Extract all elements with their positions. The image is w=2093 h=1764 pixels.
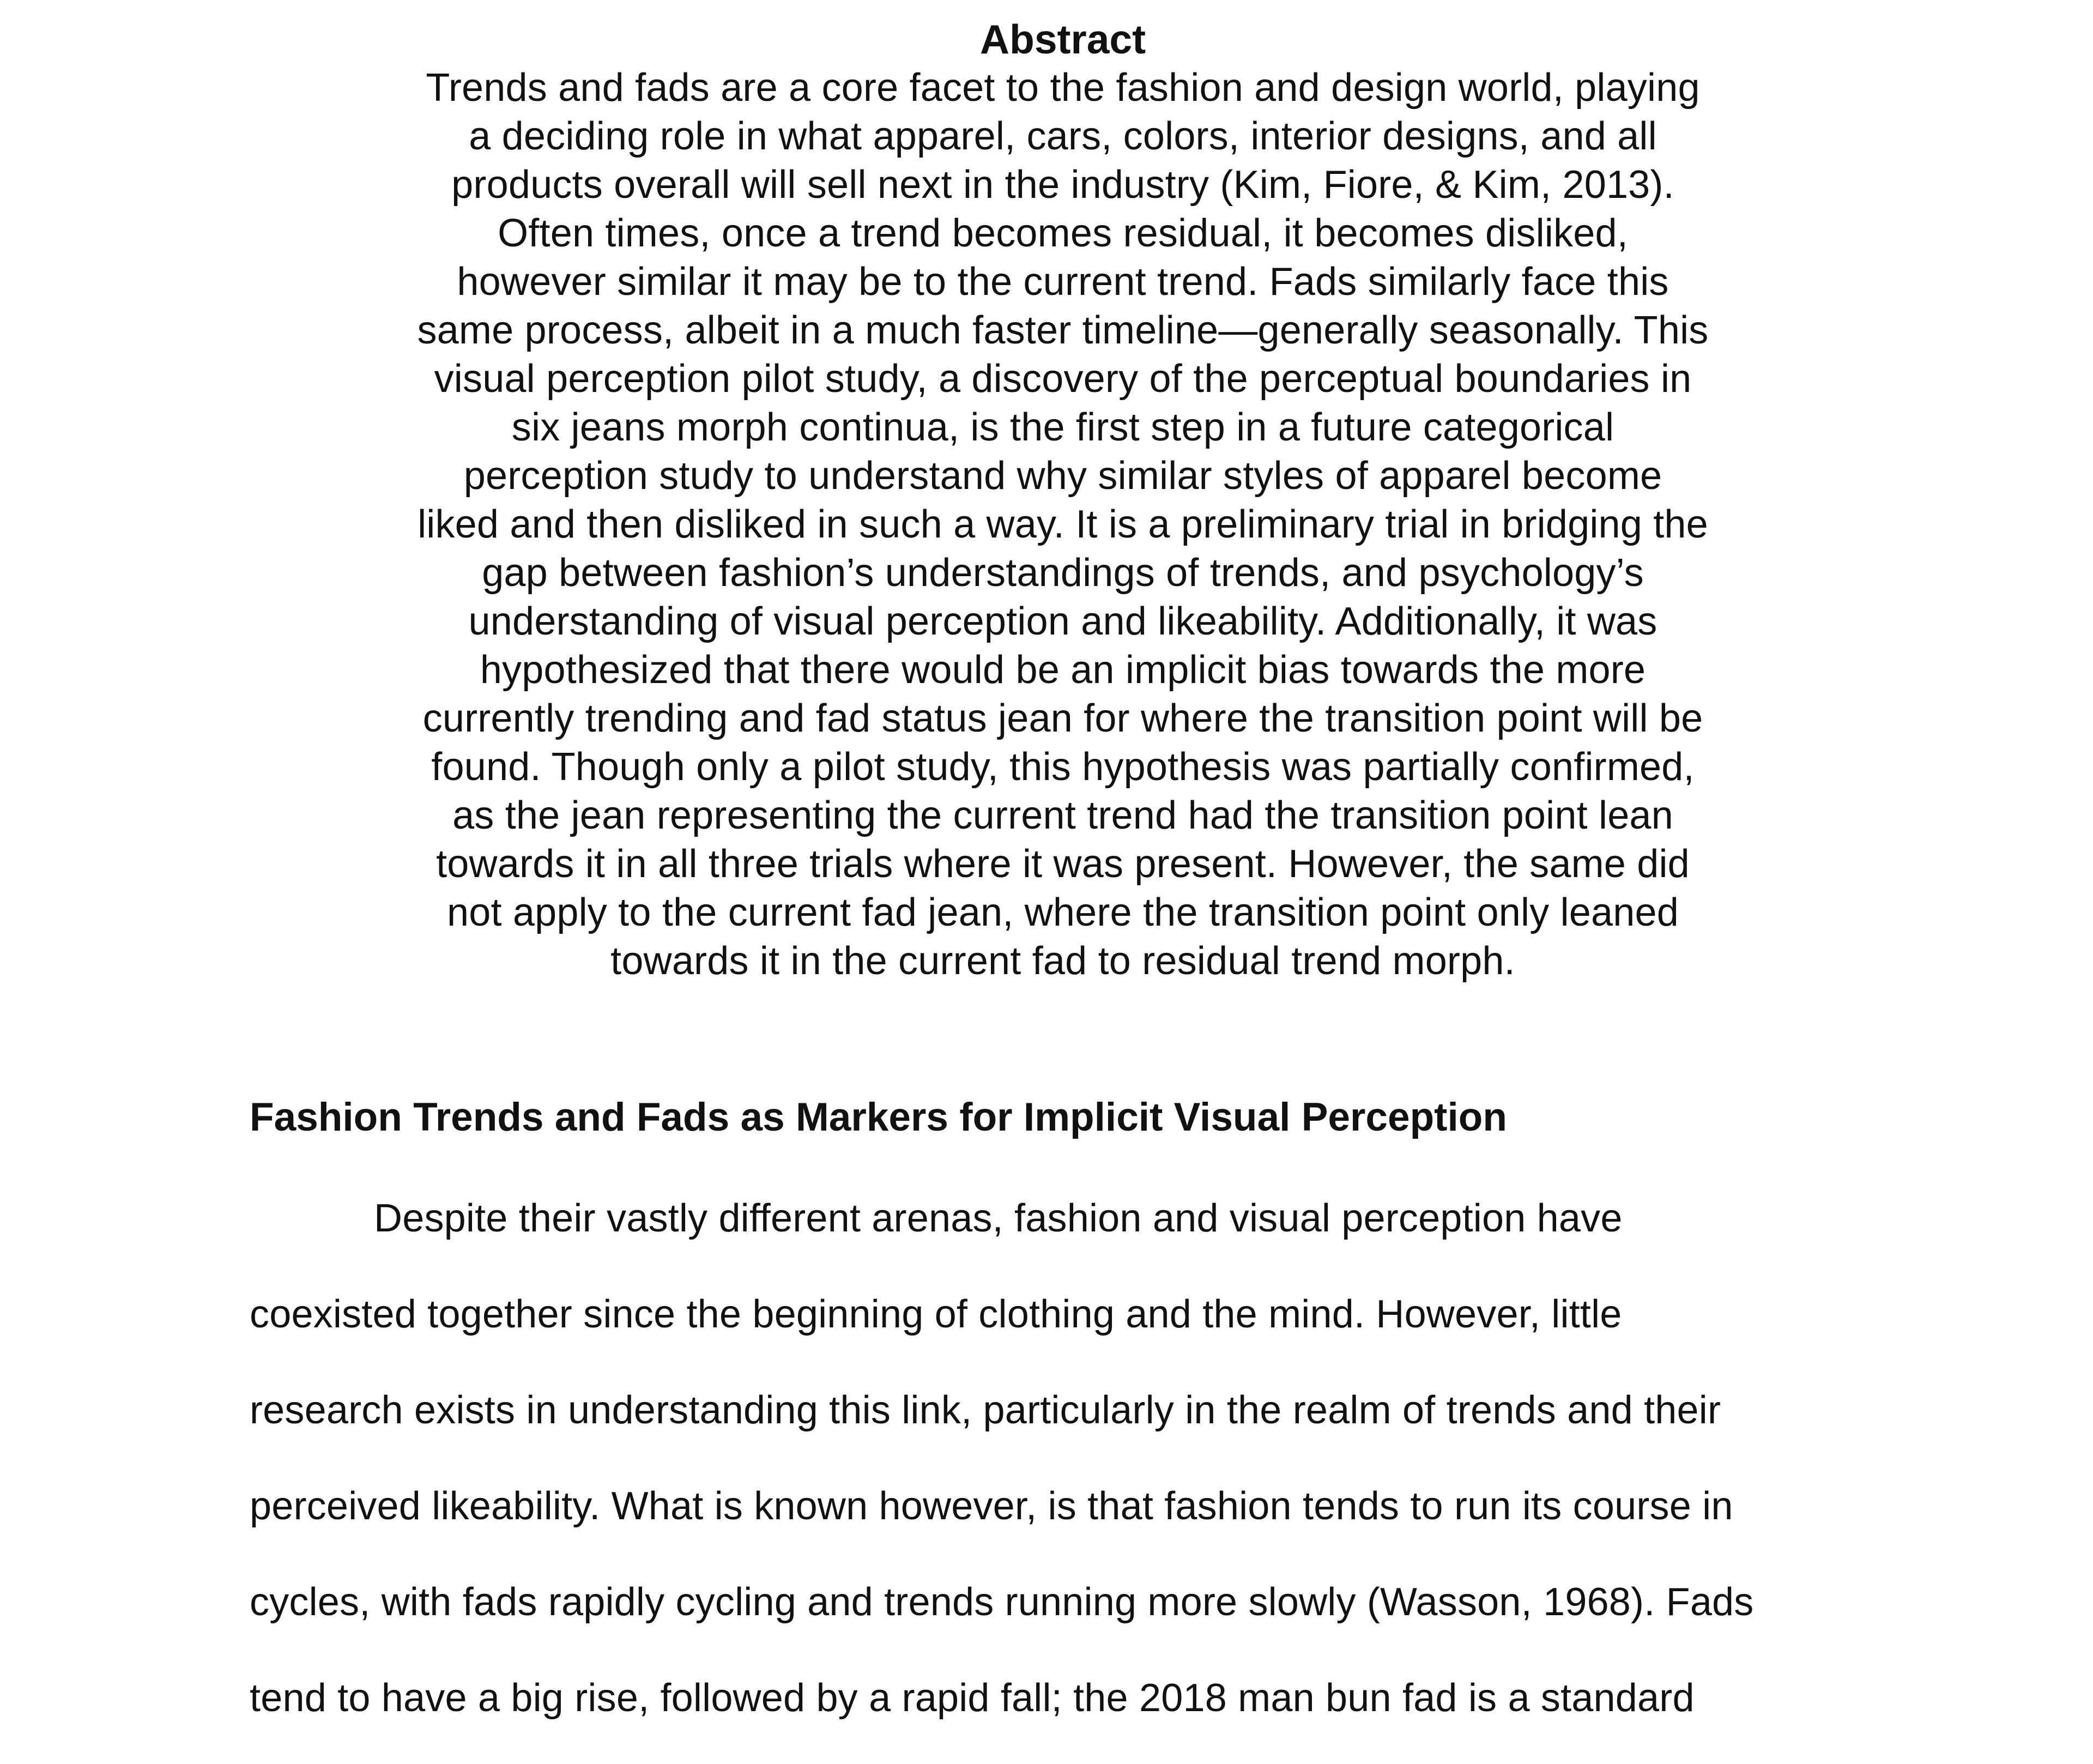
abstract-line: six jeans morph continua, is the first step in a future categorical — [511, 406, 1614, 449]
abstract-line: understanding of visual perception and likeability. Additionally, it was — [468, 600, 1658, 643]
abstract-line: visual perception pilot study, a discovery of the perceptual boundaries in — [434, 357, 1692, 401]
paragraph-line: Despite their vastly different arenas, fashion and visual perception have — [374, 1197, 1623, 1240]
abstract-line: however similar it may be to the current trend. Fads similarly face this — [457, 260, 1669, 304]
abstract-line: same process, albeit in a much faster timeline—generally seasonally. This — [417, 309, 1709, 352]
abstract-line: Often times, once a trend becomes residual, it becomes disliked, — [498, 212, 1628, 255]
abstract-line: a deciding role in what apparel, cars, colors, interior designs, and all — [469, 114, 1657, 158]
paragraph-line: cycles, with fads rapidly cycling and trends running more slowly (Wasson, 1968). Fads — [250, 1580, 1754, 1624]
paragraph-line: coexisted together since the beginning of clothing and the mind. However, little — [250, 1292, 1622, 1336]
paragraph-line: tend to have a big rise, followed by a rapid fall; the 2018 man bun fad is a standard — [250, 1676, 1695, 1720]
abstract-line: liked and then disliked in such a way. It is a preliminary trial in bridging the — [418, 503, 1708, 546]
abstract-line: towards it in all three trials where it was present. However, the same did — [436, 842, 1690, 886]
paragraph-line: perceived likeability. What is known however, is that fashion tends to run its course in — [250, 1484, 1733, 1528]
abstract-line: gap between fashion’s understandings of trends, and psychology’s — [482, 551, 1644, 595]
abstract-line: found. Though only a pilot study, this hypothesis was partially confirmed, — [431, 745, 1695, 789]
section-heading: Fashion Trends and Fads as Markers for Implicit Visual Perception — [250, 1095, 1507, 1139]
abstract-line: towards it in the current fad to residual trend morph. — [610, 939, 1515, 983]
abstract-section — [349, 15, 1777, 986]
abstract-line: currently trending and fad status jean for where the transition point will be — [422, 697, 1703, 740]
section-body — [250, 1188, 1885, 1764]
abstract-line: perception study to understand why similar styles of apparel become — [463, 454, 1662, 498]
paragraph-line: research exists in understanding this link, particularly in the realm of trends and their — [250, 1388, 1721, 1432]
abstract-line: as the jean representing the current trend had the transition point lean — [452, 794, 1673, 837]
abstract-line: not apply to the current fad jean, where the transition point only leaned — [446, 891, 1679, 934]
abstract-line: products overall will sell next in the industry (Kim, Fiore, & Kim, 2013). — [451, 163, 1674, 207]
abstract-body — [349, 64, 1777, 986]
abstract-line: hypothesized that there would be an implicit bias towards the more — [480, 648, 1646, 692]
abstract-line: Trends and fads are a core facet to the fashion and design world, playing — [426, 66, 1700, 110]
abstract-heading: Abstract — [979, 16, 1146, 62]
